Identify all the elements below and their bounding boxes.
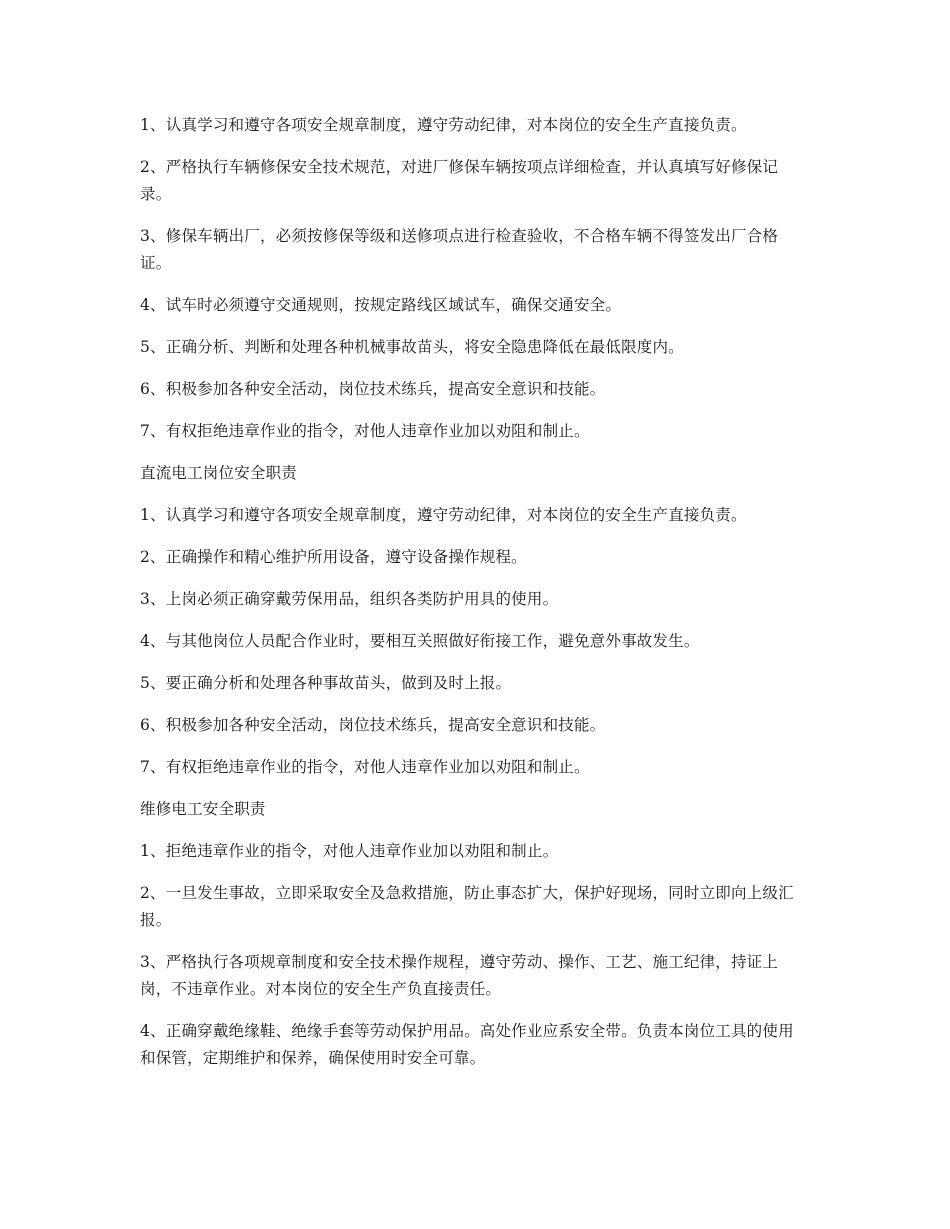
list-item: 5、要正确分析和处理各种事故苗头，做到及时上报。: [140, 674, 512, 692]
list-item: 7、有权拒绝违章作业的指令，对他人违章作业加以劝阻和制止。: [140, 422, 590, 440]
list-item: 6、积极参加各种安全活动，岗位技术练兵，提高安全意识和技能。: [140, 380, 606, 398]
list-item: 4、试车时必须遵守交通规则，按规定路线区域试车，确保交通安全。: [140, 296, 622, 314]
list-item: 1、认真学习和遵守各项安全规章制度，遵守劳动纪律，对本岗位的安全生产直接负责。: [140, 506, 747, 524]
list-item: 2、正确操作和精心维护所用设备，遵守设备操作规程。: [140, 548, 527, 566]
list-item: 3、修保车辆出厂，必须按修保等级和送修项点进行检查验收，不合格车辆不得签发出厂合格证。: [140, 227, 779, 272]
list-item: 1、拒绝违章作业的指令，对他人违章作业加以劝阻和制止。: [140, 842, 559, 860]
list-item: 2、一旦发生事故，立即采取安全及急救措施，防止事态扩大，保护好现场，同时立即向上级汇报。: [140, 884, 794, 929]
list-item: 1、认真学习和遵守各项安全规章制度，遵守劳动纪律，对本岗位的安全生产直接负责。: [140, 116, 747, 134]
section-heading: 维修电工安全职责: [140, 800, 266, 818]
list-item: 3、严格执行各项规章制度和安全技术操作规程，遵守劳动、操作、工艺、施工纪律，持证上岗，不违章作业。对本岗位的安全生产负直接责任。: [140, 953, 779, 998]
list-item: 5、正确分析、判断和处理各种机械事故苗头，将安全隐患降低在最低限度内。: [140, 338, 684, 356]
list-item: 2、严格执行车辆修保安全技术规范，对进厂修保车辆按项点详细检查，并认真填写好修保记录。: [140, 158, 779, 203]
list-item: 4、正确穿戴绝缘鞋、绝缘手套等劳动保护用品。高处作业应系安全带。负责本岗位工具的使用和保管，定期维护和保养，确保使用时安全可靠。: [140, 1022, 794, 1067]
list-item: 4、与其他岗位人员配合作业时，要相互关照做好衔接工作，避免意外事故发生。: [140, 632, 700, 650]
document-body: [140, 112, 802, 1072]
list-item: 3、上岗必须正确穿戴劳保用品，组织各类防护用具的使用。: [140, 590, 559, 608]
section-heading: 直流电工岗位安全职责: [140, 464, 298, 482]
list-item: 6、积极参加各种安全活动，岗位技术练兵，提高安全意识和技能。: [140, 716, 606, 734]
list-item: 7、有权拒绝违章作业的指令，对他人违章作业加以劝阻和制止。: [140, 758, 590, 776]
